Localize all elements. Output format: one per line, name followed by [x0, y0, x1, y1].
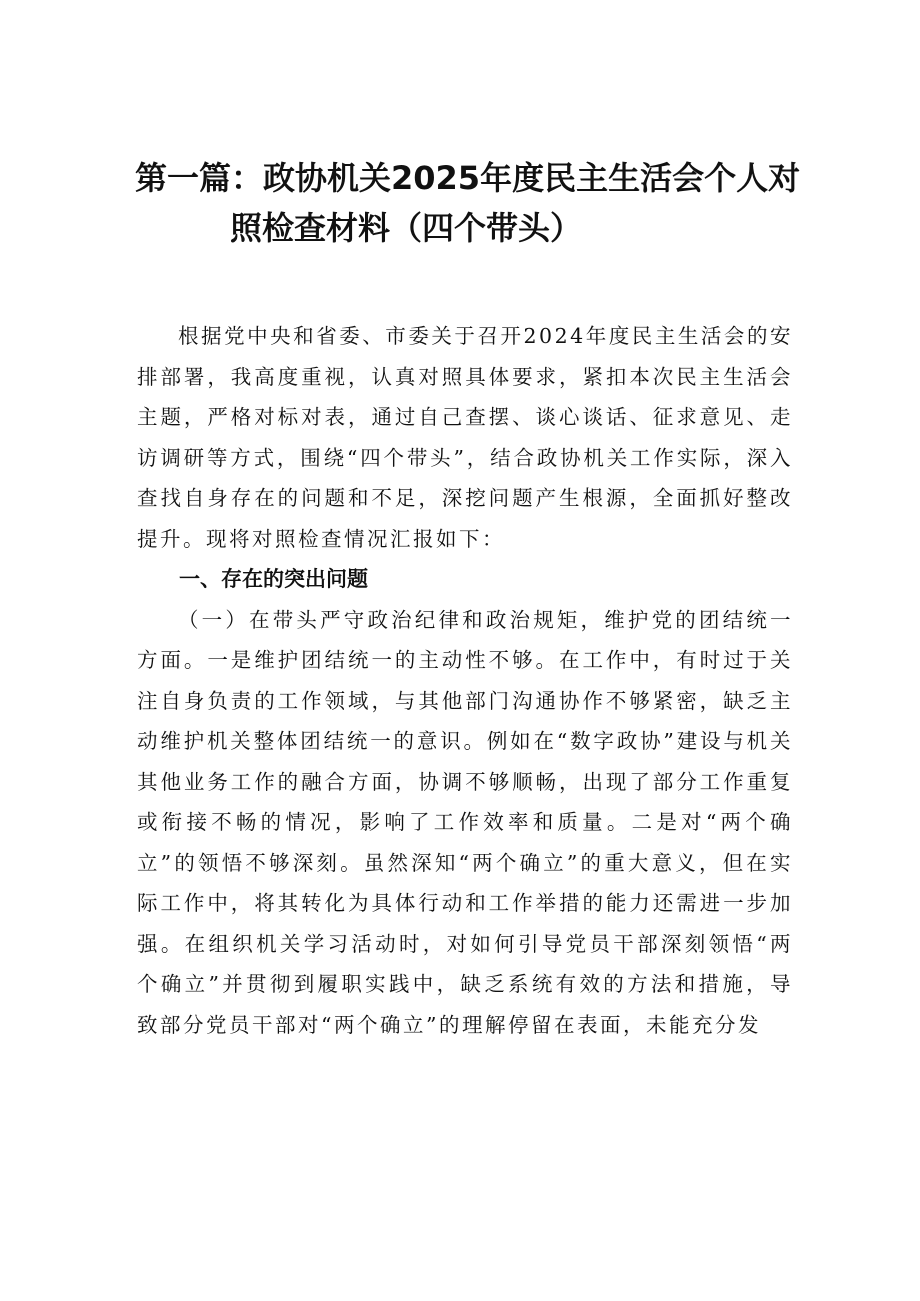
title-line-1: 第一篇：政协机关2025年度民主生活会个人对: [135, 159, 801, 197]
document-title: [110, 153, 830, 253]
section-1-paragraph-1: （一）在带头严守政治纪律和政治规矩，维护党的团结统一方面。一是维护团结统一的主动性不够。在工作中，有时过于关注自身负责的工作领域，与其他部门沟通协作不够紧密，缺乏主动维护机关整体团结统一的意识。例如在“数字政协”建设与机关其他业务工作的融合方面，协调不够顺畅，出现了部分工作重复或衔接不畅的情况，影响了工作效率和质量。二是对“两个确立”的领悟不够深刻。虽然深知“两个确立”的重大意义，但在实际工作中，将其转化为具体行动和工作举措的能力还需进一步加强。在组织机关学习活动时，对如何引导党员干部深刻领悟“两个确立”并贯彻到履职实践中，缺乏系统有效的方法和措施，导致部分党员干部对“两个确立”的理解停留在表面，未能充分发: [137, 607, 793, 1037]
title-line-2: 照检查材料（四个带头）: [230, 209, 583, 247]
document-body: [137, 316, 793, 1045]
section-heading-1: 一、存在的突出问题: [179, 567, 368, 591]
intro-paragraph: 根据党中央和省委、市委关于召开2024年度民主生活会的安排部署，我高度重视，认真对照具体要求，紧扣本次民主生活会主题，严格对标对表，通过自己查摆、谈心谈话、征求意见、走访调研等方式，围绕“四个带头”，结合政协机关工作实际，深入查找自身存在的问题和不足，深挖问题产生根源，全面抓好整改提升。现将对照检查情况汇报如下：: [137, 324, 793, 551]
